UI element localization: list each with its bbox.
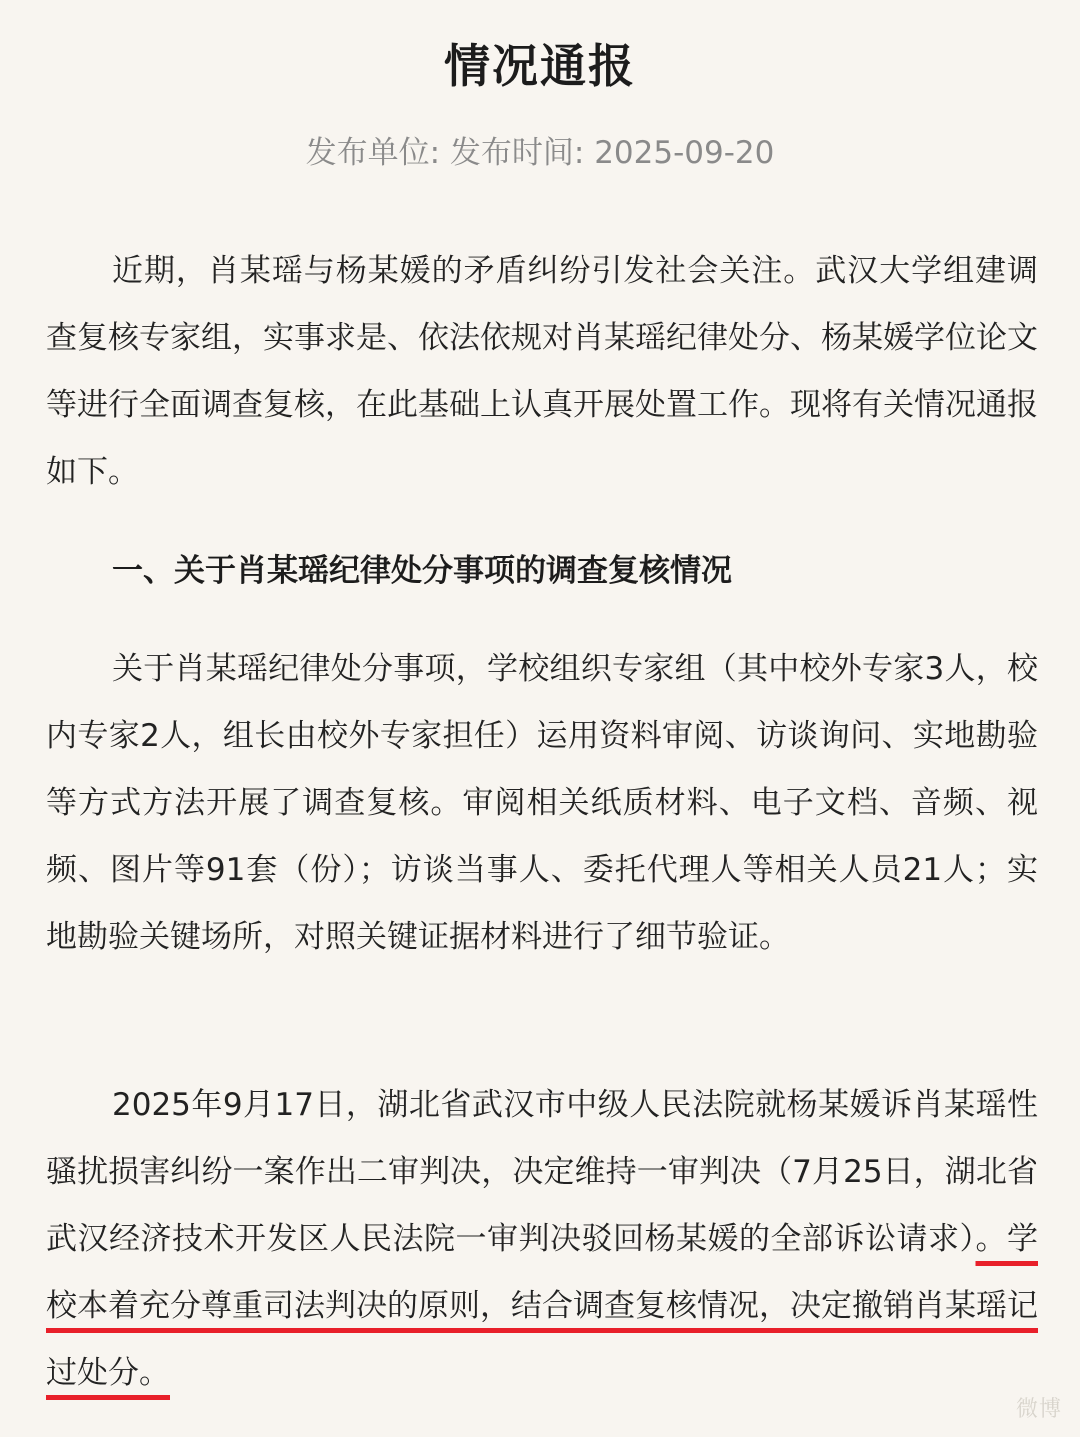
investigation-paragraph: 关于肖某瑶纪律处分事项，学校组织专家组（其中校外专家3人，校内专家2人，组长由校外专家担任）运用资料审阅、访谈询问、实地勘验等方式方法开展了调查复核。审阅相关纸质材料、电子文档、音频、视频、图片等91套（份）；访谈当事人、委托代理人等相关人员21人；实地勘验关键场所，对照关键证据材料进行了细节验证。 (46, 651, 1038, 955)
court-ruling-paragraph (46, 1072, 1038, 1407)
weibo-watermark: 微博 (1015, 1397, 1062, 1422)
decision-underlined-text: 。学校本着充分尊重司法判决的原则，结合调查复核情况，决定撤销肖某瑶记过处分。 (46, 1221, 1038, 1391)
section-heading-1: 一、关于肖某瑶纪律处分事项的调查复核情况 (112, 553, 732, 589)
intro-paragraph: 近期，肖某瑶与杨某媛的矛盾纠纷引发社会关注。武汉大学组建调查复核专家组，实事求是、依法依规对肖某瑶纪律处分、杨某媛学位论文等进行全面调查复核，在此基础上认真开展处置工作。现将有关情况通报如下。 (46, 253, 1038, 490)
publish-meta: 发布单位: 发布时间: 2025-09-20 (305, 135, 775, 171)
page-title: 情况通报 (444, 39, 636, 93)
court-ruling-text: 2025年9月17日，湖北省武汉市中级人民法院就杨某媛诉肖某瑶性骚扰损害纠纷一案作出二审判决，决定维持一审判决（7月25日，湖北省武汉经济技术开发区人民法院一审判决驳回杨某媛的全部诉讼请求） (46, 1087, 1038, 1257)
